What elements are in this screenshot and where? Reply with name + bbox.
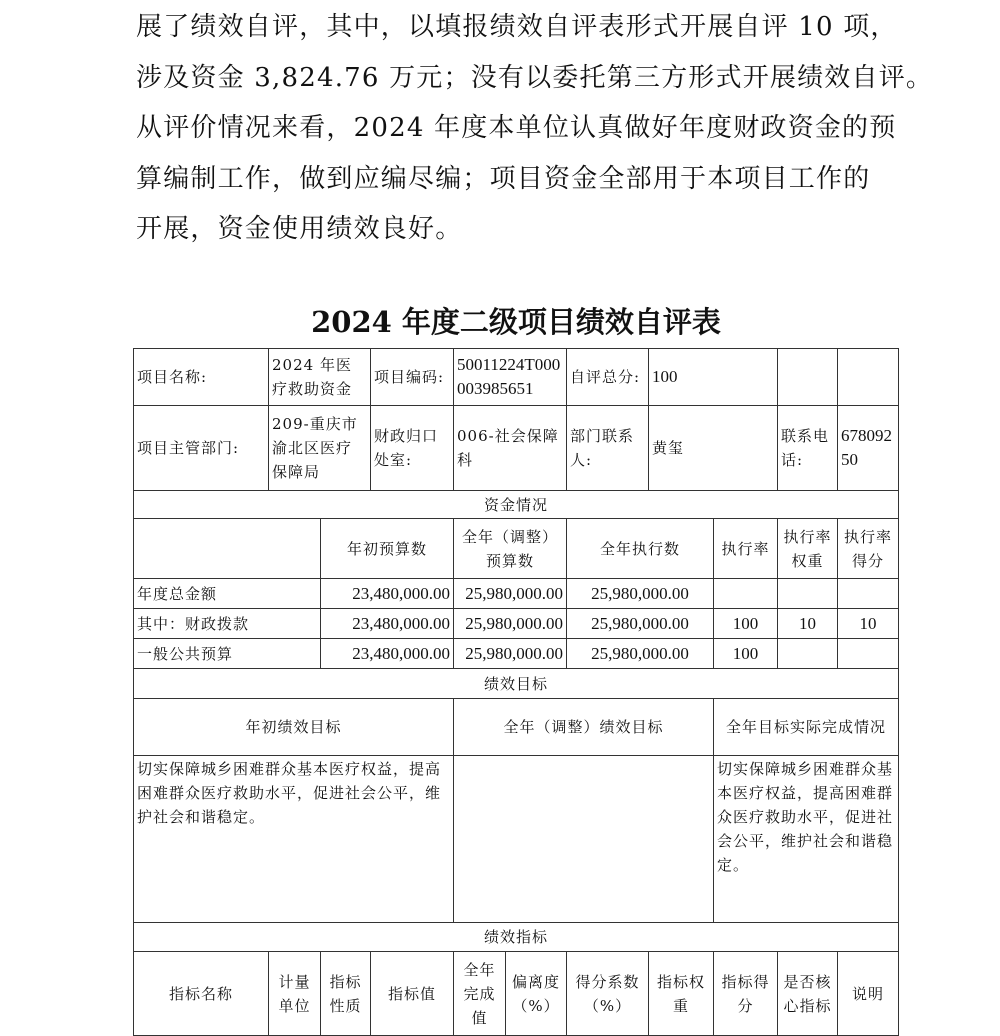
funding-section-row (134, 491, 899, 519)
project-code-label: 项目编码: (371, 349, 454, 406)
indicators-section-row (134, 923, 899, 952)
adjusted-goal-text (454, 756, 714, 923)
header-indicator-weight: 指标权重 (649, 952, 714, 1036)
finance-office-label: 财政归口处室: (371, 406, 454, 491)
actual-completion-text: 切实保障城乡困难群众基本医疗权益，提高困难群众医疗救助水平，促进社会公平，维护社会和谐稳定。 (714, 756, 899, 923)
empty-cell (838, 349, 899, 406)
goals-section-title: 绩效目标 (134, 669, 899, 699)
funding-header-blank (134, 519, 321, 579)
adjusted-budget-value: 25,980,000.00 (454, 579, 567, 609)
header-adjusted-budget: 全年（调整）预算数 (454, 519, 567, 579)
table-title: 2024 年度二级项目绩效自评表 (311, 305, 721, 339)
header-executed: 全年执行数 (567, 519, 714, 579)
rate-weight-value (778, 639, 838, 669)
execution-rate-value: 100 (714, 609, 778, 639)
execution-rate-value (714, 579, 778, 609)
paragraph-line: 从评价情况来看，2024 年度本单位认真做好年度财政资金的预 (136, 113, 897, 143)
header-indicator-score: 指标得分 (714, 952, 778, 1036)
adjusted-budget-value: 25,980,000.00 (454, 639, 567, 669)
project-name-value: 2024 年医疗救助资金 (269, 349, 371, 406)
phone-label: 联系电话: (778, 406, 838, 491)
paragraph-line: 算编制工作，做到应编尽编；项目资金全部用于本项目工作的 (136, 163, 871, 194)
goals-content-row (134, 756, 899, 923)
header-rate-score: 执行率得分 (838, 519, 899, 579)
funding-header-row (134, 519, 899, 579)
self-score-label: 自评总分: (567, 349, 649, 406)
finance-office-value: 006-社会保障科 (454, 406, 567, 491)
executed-value: 25,980,000.00 (567, 639, 714, 669)
header-actual-completion: 全年目标实际完成情况 (714, 699, 899, 756)
initial-budget-value: 23,480,000.00 (321, 609, 454, 639)
self-score-value: 100 (649, 349, 778, 406)
project-code-value: 50011224T000003985651 (454, 349, 567, 406)
initial-goal-text: 切实保障城乡困难群众基本医疗权益，提高困难群众医疗救助水平，促进社会公平，维护社会和谐稳定。 (134, 756, 454, 923)
initial-budget-value: 23,480,000.00 (321, 579, 454, 609)
funding-row (134, 579, 899, 609)
dept-label: 项目主管部门: (134, 406, 269, 491)
dept-value: 209-重庆市渝北区医疗保障局 (269, 406, 371, 491)
goals-header-row (134, 699, 899, 756)
paragraph-line: 开展，资金使用绩效良好。 (136, 214, 463, 244)
header-target-value: 指标值 (371, 952, 454, 1036)
executed-value: 25,980,000.00 (567, 579, 714, 609)
header-unit: 计量单位 (269, 952, 321, 1036)
funding-row-label: 其中：财政拨款 (134, 609, 321, 639)
paragraph-line: 展了绩效自评，其中，以填报绩效自评表形式开展自评 10 项， (136, 12, 898, 42)
executed-value: 25,980,000.00 (567, 609, 714, 639)
indicators-header-row (134, 952, 899, 1036)
phone-value: 67809250 (838, 406, 899, 491)
body-paragraph (136, 2, 934, 255)
rate-weight-value: 10 (778, 609, 838, 639)
goals-section-row (134, 669, 899, 699)
project-name-row (134, 349, 899, 406)
contact-label: 部门联系人: (567, 406, 649, 491)
header-is-core: 是否核心指标 (778, 952, 838, 1036)
header-completed-value: 全年完成值 (454, 952, 506, 1036)
self-evaluation-table (133, 348, 899, 1036)
funding-section-title: 资金情况 (134, 491, 899, 519)
header-initial-goal: 年初绩效目标 (134, 699, 454, 756)
rate-score-value (838, 579, 899, 609)
execution-rate-value: 100 (714, 639, 778, 669)
header-initial-budget: 年初预算数 (321, 519, 454, 579)
rate-weight-value (778, 579, 838, 609)
empty-cell (778, 349, 838, 406)
paragraph-line: 涉及资金 3,824.76 万元；没有以委托第三方形式开展绩效自评。 (136, 62, 934, 93)
header-deviation: 偏离度（%） (506, 952, 567, 1036)
adjusted-budget-value: 25,980,000.00 (454, 609, 567, 639)
contact-value: 黄玺 (649, 406, 778, 491)
funding-row (134, 639, 899, 669)
initial-budget-value: 23,480,000.00 (321, 639, 454, 669)
project-name-label: 项目名称: (134, 349, 269, 406)
header-nature: 指标性质 (321, 952, 371, 1036)
header-rate-weight: 执行率权重 (778, 519, 838, 579)
funding-row (134, 609, 899, 639)
rate-score-value: 10 (838, 609, 899, 639)
header-score-coefficient: 得分系数（%） (567, 952, 649, 1036)
funding-row-label: 一般公共预算 (134, 639, 321, 669)
header-remarks: 说明 (838, 952, 899, 1036)
funding-row-label: 年度总金额 (134, 579, 321, 609)
header-adjusted-goal: 全年（调整）绩效目标 (454, 699, 714, 756)
department-row (134, 406, 899, 491)
header-indicator-name: 指标名称 (134, 952, 269, 1036)
indicators-section-title: 绩效指标 (134, 923, 899, 952)
header-execution-rate: 执行率 (714, 519, 778, 579)
rate-score-value (838, 639, 899, 669)
